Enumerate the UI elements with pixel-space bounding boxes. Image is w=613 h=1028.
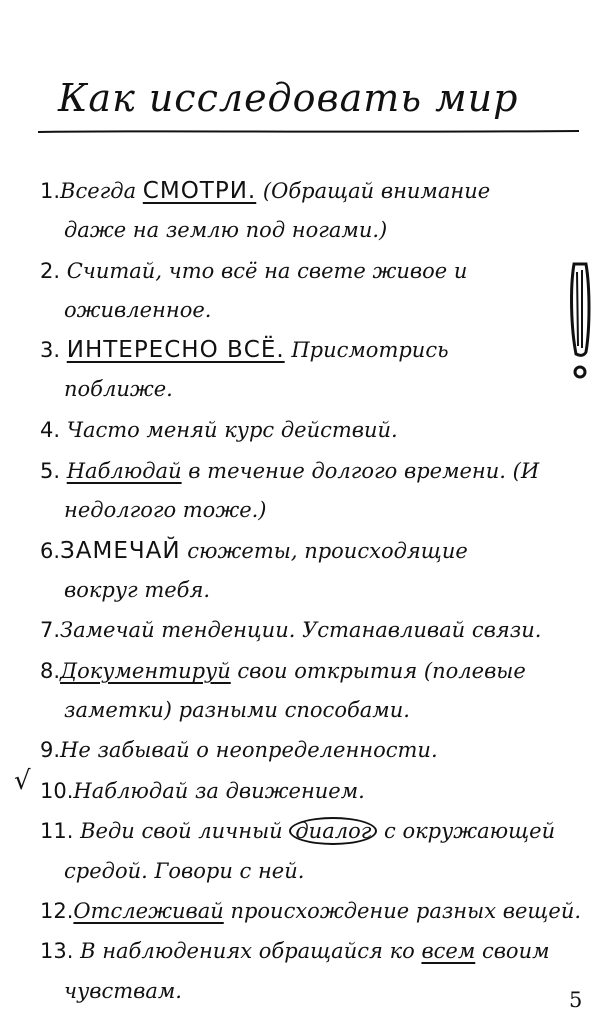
title-underline <box>36 126 581 136</box>
list-item-continuation <box>64 978 182 1004</box>
list-item-line <box>40 737 438 763</box>
item-text: Присмотрись <box>284 338 449 362</box>
list-item-line <box>40 178 490 204</box>
list-item-continuation <box>64 697 410 723</box>
list-item-line <box>40 898 581 924</box>
item-number: 5. <box>40 459 61 483</box>
emphasized-text: всем <box>421 939 476 963</box>
item-text: свои открытия (полевые <box>230 659 526 683</box>
item-text: даже на землю под ногами.) <box>64 218 388 242</box>
item-number: 7. <box>40 618 61 642</box>
list-item-line <box>40 938 550 964</box>
item-text: (Обращай внимание <box>256 179 491 203</box>
checkmark: √ <box>14 766 31 796</box>
emphasized-text: СМОТРИ. <box>142 178 257 204</box>
item-text: Веди свой личный <box>73 819 290 843</box>
item-text <box>60 459 67 483</box>
item-text: Считай, что всё на свете живое и <box>60 259 468 283</box>
item-text: Часто меняй курс действий. <box>60 418 398 442</box>
list-item-continuation <box>64 217 387 243</box>
item-text: Не забывай о неопределенности. <box>60 738 438 762</box>
emphasized-text: диалог <box>289 817 377 845</box>
list-item-line <box>40 617 541 643</box>
item-text: Замечай тенденции. Устанавливай связи. <box>60 618 542 642</box>
item-text: недолгого тоже.) <box>64 498 267 522</box>
list-item-line <box>40 417 398 443</box>
item-text: своим <box>475 939 550 963</box>
item-number: 6. <box>40 539 61 563</box>
list-item-continuation <box>64 577 210 603</box>
list-item-line <box>40 818 555 844</box>
page-number: 5 <box>569 988 583 1012</box>
item-text: происхождение разных вещей. <box>223 899 582 923</box>
item-number: 12. <box>40 899 74 923</box>
list-item-continuation <box>64 858 304 884</box>
item-text: заметки) разными способами. <box>64 698 410 722</box>
item-text: В наблюдениях обращайся ко <box>73 939 422 963</box>
item-number: 13. <box>40 939 74 963</box>
emphasized-text: Наблюдай <box>66 459 182 483</box>
item-text: чувствам. <box>64 979 182 1003</box>
emphasized-text: ЗАМЕЧАЙ <box>60 538 181 564</box>
item-text: Всегда <box>60 179 143 203</box>
list-item-continuation <box>64 497 267 523</box>
emphasized-text: Документируй <box>60 659 231 683</box>
emphasized-text: Отслеживай <box>73 899 224 923</box>
title-block <box>36 70 581 140</box>
item-text: вокруг тебя. <box>64 578 211 602</box>
list-item-line <box>40 258 467 284</box>
page-title: Как исследовать мир <box>58 76 519 120</box>
item-text: сюжеты, происходящие <box>180 539 468 563</box>
item-number: 3. <box>40 338 61 362</box>
list-item-continuation <box>64 297 211 323</box>
list-item-line <box>40 538 468 564</box>
list-item-line <box>40 658 526 684</box>
item-number: 10. <box>40 779 74 803</box>
item-number: 8. <box>40 659 61 683</box>
list-item-line <box>40 337 449 363</box>
item-number: 2. <box>40 259 61 283</box>
item-number: 9. <box>40 738 61 762</box>
item-text: с окружающей <box>377 819 556 843</box>
emphasized-text: ИНТЕРЕСНО ВСЁ. <box>66 337 285 363</box>
list-item-line <box>40 778 365 804</box>
list-item-line <box>40 458 539 484</box>
item-number: 11. <box>40 819 74 843</box>
item-text <box>60 338 67 362</box>
list-item-continuation <box>64 376 173 402</box>
item-number: 1. <box>40 179 61 203</box>
item-text: в течение долгого времени. (И <box>181 459 540 483</box>
item-number: 4. <box>40 418 61 442</box>
item-text: оживленное. <box>64 298 212 322</box>
item-text: Наблюдай за движением. <box>73 779 365 803</box>
item-text: поближе. <box>64 377 173 401</box>
exclamation-mark-icon <box>566 258 596 388</box>
item-text: средой. Говори с ней. <box>64 859 305 883</box>
